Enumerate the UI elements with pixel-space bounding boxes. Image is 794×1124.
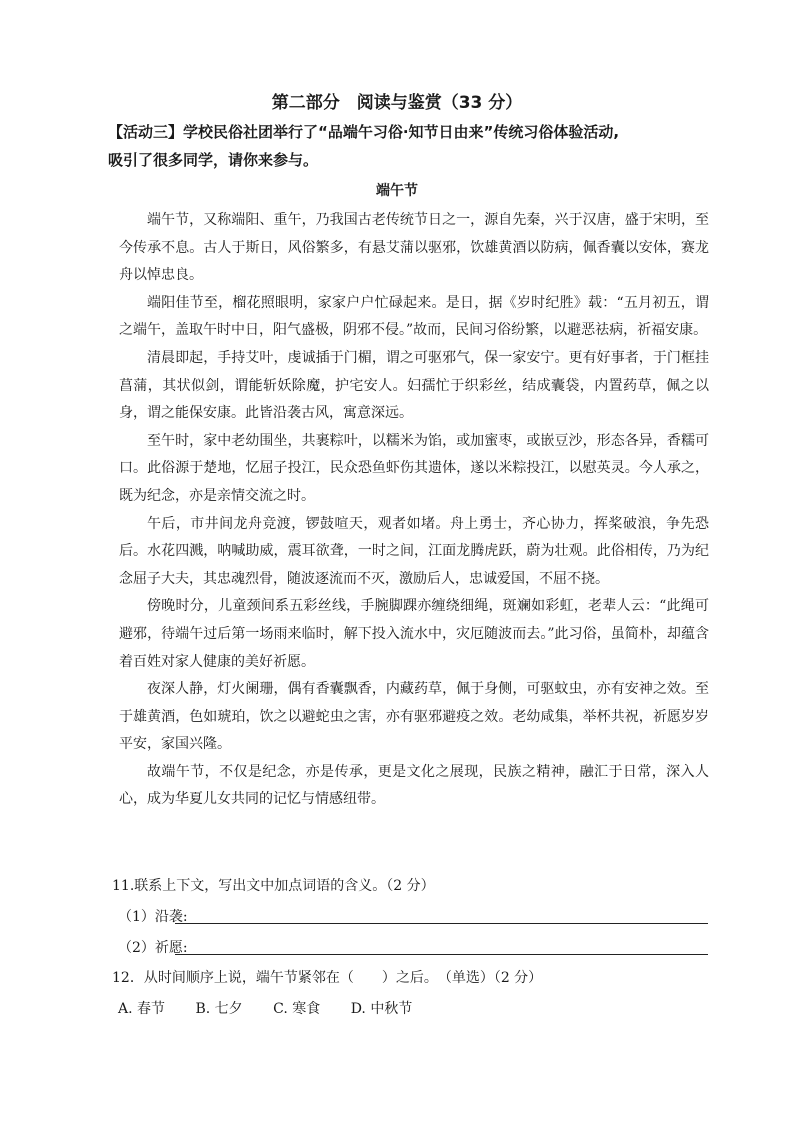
question-12-options — [118, 998, 438, 1018]
option-c[interactable]: C. 寒食 — [273, 1001, 321, 1017]
paragraph-2: 端阳佳节至，榴花照眼明，家家户户忙碌起来。是日，据《岁时纪胜》载：“五月初五，谓之端午，盖取午时中日，阳气盛极，阴邪不侵。”故而，民间习俗纷繁，以避恶祛病，祈福安康。 — [119, 294, 709, 339]
answer-line-2[interactable] — [175, 954, 708, 955]
paragraph-4: 至午时，家中老幼围坐，共裹粽叶，以糯米为馅，或加蜜枣，或嵌豆沙，形态各异，香糯可口。此俗源于楚地，忆屈子投江，民众恐鱼虾伤其遗体，遂以米粽投江，以慰英灵。今人承之，既为纪念，亦是亲情交流之时。 — [119, 432, 709, 504]
paragraph-6: 傍晚时分，儿童颈间系五彩丝线，手腕脚踝亦缠绕细绳，斑斓如彩虹，老辈人云：“此绳可避邪，待端午过后第一场雨来临时，解下投入流水中，灾厄随波而去。”此习俗，虽简朴，却蕴含着百姓对家人健康的美好祈愿。 — [119, 598, 709, 670]
option-b[interactable]: B. 七夕 — [195, 1001, 243, 1017]
article-body — [119, 207, 709, 814]
option-a[interactable]: A. 春节 — [118, 1001, 166, 1017]
activity-line-1: 【活动三】学校民俗社团举行了“品端午习俗·知节日由来”传统习俗体验活动, — [108, 123, 620, 141]
question-11-item-2-label: （2）祈愿: — [118, 940, 188, 956]
section-title: 第二部分 阅读与鉴赏（33 分） — [271, 93, 523, 113]
paragraph-7: 夜深人静，灯火阑珊，偶有香囊飘香，内藏药草，佩于身侧，可驱蚊虫，亦有安神之效。至于雄黄酒，色如琥珀，饮之以避蛇虫之害，亦有驱邪避疫之效。老幼咸集，举杯共祝，祈愿岁岁平安，家国兴隆。 — [119, 681, 709, 753]
paragraph-5: 午后，市井间龙舟竞渡，锣鼓喧天，观者如堵。舟上勇士，齐心协力，挥桨破浪，争先恐后。水花四溅，呐喊助威，震耳欲聋，一时之间，江面龙腾虎跃，蔚为壮观。此俗相传，乃为纪念屈子大夫，其忠魂烈骨，随波逐流而不灭，激励后人，忠诚爱国，不屈不挠。 — [119, 515, 709, 587]
answer-line-1[interactable] — [175, 923, 708, 924]
question-11-prompt: 11.联系上下文，写出文中加点词语的含义。（2 分） — [112, 878, 435, 894]
paragraph-3: 清晨即起，手持艾叶，虔诚插于门楣，谓之可驱邪气，保一家安宁。更有好事者，于门框挂菖蒲，其状似剑，谓能斩妖除魔，护宅安人。妇孺忙于织彩丝，结成囊袋，内置药草，佩之以身，谓之能保安康。此皆沿袭古风，寓意深远。 — [119, 349, 709, 422]
activity-intro — [108, 118, 748, 174]
question-11-item-1-label: （1）沿袭: — [118, 909, 188, 925]
option-d[interactable]: D. 中秋节 — [350, 1001, 413, 1017]
paragraph-1: 端午节，又称端阳、重午，乃我国古老传统节日之一，源自先秦，兴于汉唐，盛于宋明，至今传承不息。古人于斯日，风俗繁多，有悬艾蒲以驱邪，饮雄黄酒以防病，佩香囊以安体，赛龙舟以悼忠良。 — [119, 212, 709, 284]
question-12-prompt: 12．从时间顺序上说，端午节紧邻在（ ）之后。 （单选）（2 分） — [112, 970, 543, 986]
activity-line-2: 吸引了很多同学，请你来参与。 — [108, 151, 319, 169]
article-title: 端午节 — [376, 183, 418, 199]
paragraph-8: 故端午节，不仅是纪念，亦是传承，更是文化之展现，民族之精神，融汇于日常，深入人心，成为华夏儿女共同的记忆与情感纽带。 — [119, 763, 709, 808]
